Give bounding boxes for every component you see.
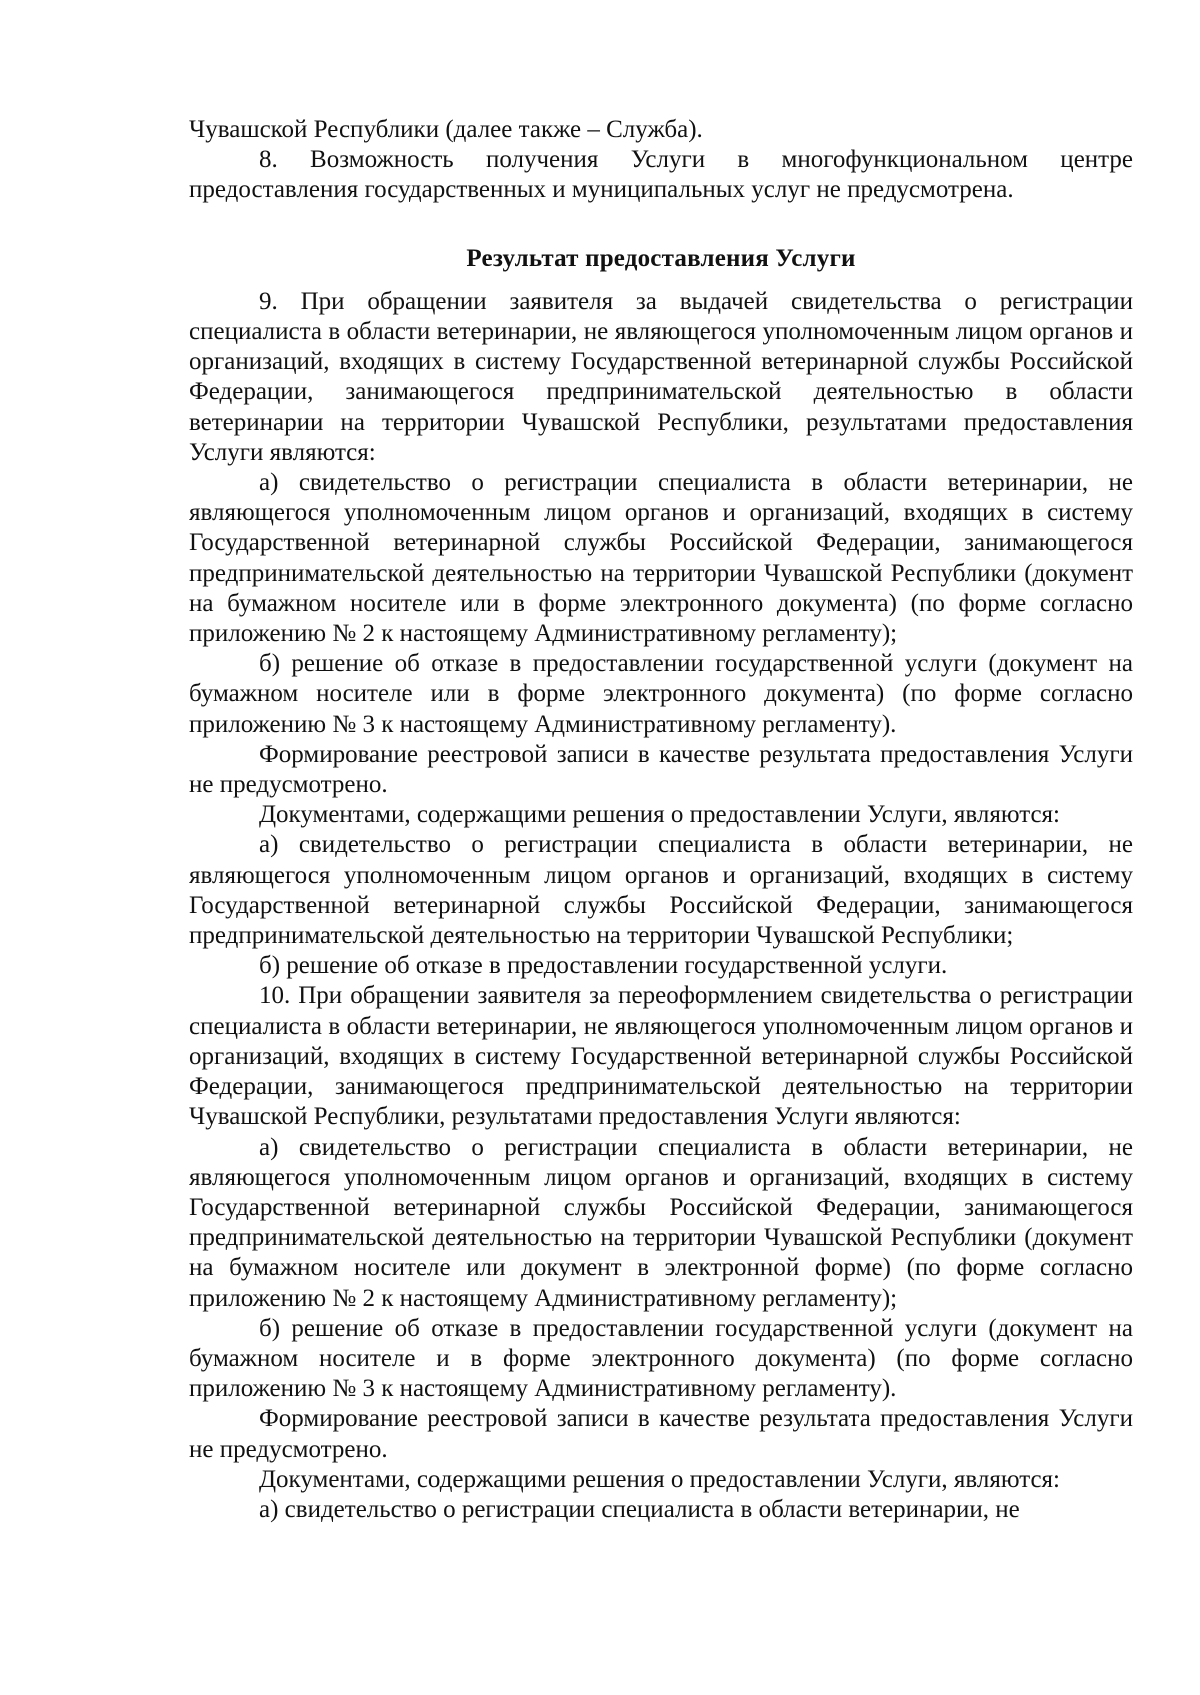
paragraph-documents-a-1: а) свидетельство о регистрации специалиста в области ветеринарии, не являющегося уполномоченным лицом органов и организаций, входящих в систему Государственной ветеринарной службы Российской Федерации, занимающегося предпринимательской деятельностью на территории Чувашской Республики; [189, 831, 1133, 950]
paragraph-9: 9. При обращении заявителя за выдачей свидетельства о регистрации специалиста в области ветеринарии, не являющегося уполномоченным лицом органов и организаций, входящих в систему Государственной ветеринарной службы Российской Федерации, занимающегося предпринимательской деятельностью в области ветеринарии на территории Чувашской Республики, результатами предоставления Услуги являются: [189, 287, 1133, 466]
paragraph-10b: б) решение об отказе в предоставлении государственной услуги (документ на бумажном носителе и в форме электронного документа) (по форме согласно приложению № 3 к настоящему Административному регламенту). [189, 1314, 1133, 1403]
paragraph-continuation: Чувашской Республики (далее также – Служба). [189, 116, 703, 143]
paragraph-10: 10. При обращении заявителя за переоформлением свидетельства о регистрации специалиста в области ветеринарии, не являющегося уполномоченным лицом органов и организаций, входящих в систему Государственной ветеринарной службы Российской Федерации, занимающегося предпринимательской деятельностью на территории Чувашской Республики, результатами предоставления Услуги являются: [189, 982, 1133, 1131]
paragraph-documents-intro-2: Документами, содержащими решения о предоставлении Услуги, являются: [259, 1465, 1060, 1493]
paragraph-documents-intro-1: Документами, содержащими решения о предоставлении Услуги, являются: [259, 801, 1060, 829]
paragraph-registry-note-1: Формирование реестровой записи в качестве результата предоставления Услуги не предусмотрено. [189, 740, 1133, 799]
paragraph-8: 8. Возможность получения Услуги в многофункциональном центре предоставления государственных и муниципальных услуг не предусмотрена. [189, 146, 1133, 204]
paragraph-9b: б) решение об отказе в предоставлении государственной услуги (документ на бумажном носителе или в форме электронного документа) (по форме согласно приложению № 3 к настоящему Административному регламенту). [189, 650, 1133, 738]
paragraph-registry-note-2: Формирование реестровой записи в качестве результата предоставления Услуги не предусмотрено. [189, 1405, 1133, 1463]
paragraph-10a: а) свидетельство о регистрации специалиста в области ветеринарии, не являющегося уполномоченным лицом органов и организаций, входящих в систему Государственной ветеринарной службы Российской Федерации, занимающегося предпринимательской деятельностью на территории Чувашской Республики (документ на бумажном носителе или документ в электронной форме) (по форме согласно приложению № 2 к настоящему Административному регламенту); [189, 1133, 1133, 1312]
paragraph-9a: а) свидетельство о регистрации специалиста в области ветеринарии, не являющегося уполномоченным лицом органов и организаций, входящих в систему Государственной ветеринарной службы Российской Федерации, занимающегося предпринимательской деятельностью на территории Чувашской Республики (документ на бумажном носителе или в форме электронного документа) (по форме согласно приложению № 2 к настоящему Административному регламенту); [189, 469, 1133, 648]
paragraph-documents-a-2: а) свидетельство о регистрации специалиста в области ветеринарии, не [259, 1495, 1020, 1523]
document-body [189, 115, 1133, 1525]
section-heading: Результат предоставления Услуги [466, 244, 856, 272]
paragraph-documents-b-1: б) решение об отказе в предоставлении государственной услуги. [259, 952, 948, 980]
